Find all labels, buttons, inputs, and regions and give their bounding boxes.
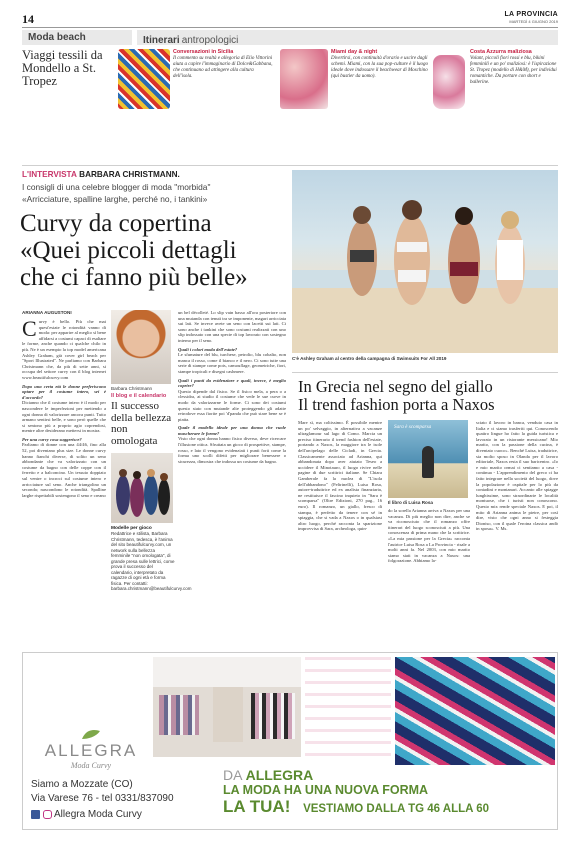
calendar-photo [111,453,173,523]
greece-headline-1: In Grecia nel segno del giallo [298,377,493,396]
interview-col2-text: un bel décolleté. Lo slip vain basso all'ora posteriore con una mutanda con tenuti tra se imponente, magari arricciata sui lati. Se invece avete un seno con lacetti sui lati. Ci sono anche i tankini che sono costumi realizzati con uno slip indossato con una specie di top lavorato con sostegno interno per il seno. [178,310,286,343]
interview-label: L'INTERVISTA [22,170,77,179]
teaser-costa-title: Costa Azzurra maliziosa [470,49,532,55]
ad-promo-line-1 [223,768,553,783]
swimsuit-campaign-photo [292,170,558,353]
teaser-image-miami [280,49,328,109]
interview-col2-q2: Quali i punti da evidenziare e quali, invece, è meglio coprire? [178,377,286,389]
big-photo-caption: C'è Ashley Graham al centro della campagna di Swimsuits For All 2019 [292,356,447,361]
ad-social-label: Allegra Moda Curvy [54,809,142,820]
teaser-miami-text: Divertirsi, con continuità d'orario e uscire dagli schemi. Miami, con la sua pop-culture è il luogo ideale dove indossare il beachwear di Moschino (qui bustier da uomo). [331,56,429,79]
teaser-sicilia-title: Conversazioni in Sicilia [173,49,234,55]
teaser-image-sicilia [118,49,170,109]
instagram-icon [43,810,52,819]
interview-kicker [22,170,180,179]
ad-promo-da: DA [223,767,242,783]
interview-col-1 [22,316,106,498]
interview-col2-a3: Visto che ogni donna hanno fisico diverso, deve ricercare l'illusione ottica. Sfruttata un gioco di prospettive, stampe, rosso, e lato il vengono evidenziati i punti forti come la forma uno scolli difetti per migliorare benessere o sicurezza, dimostra che indossa un costume da bagno. [178,436,286,464]
campaign-figures [292,170,558,353]
interview-deck-2: «Arricciature, spalline larghe, perché no, i tankini» [22,194,208,204]
portrait-caption: Barbara Christmann [111,386,153,391]
book-caption: Il libro di Luisa Rosa [388,500,433,505]
section-tag-itinerari-light: antropologici [181,35,239,46]
ad-promo-line-3 [223,797,553,819]
interview-col-2 [178,310,286,464]
section-tag-itinerari-bold: Itinerari [143,35,180,46]
section-tag-label: Moda beach [28,32,86,43]
ad-address-2: Via Varese 76 - tel 0331/837090 [31,793,174,804]
teaser-miami-title: Miami day & night [331,49,378,55]
ad-social [31,809,142,820]
book-cover-title: Sara è scomparsa [394,424,432,430]
sidebar-title: Il blog e il calendario [111,393,167,399]
interview-col2-q1: Quali i colori moda dell'estate? [178,346,238,352]
ad-promo-allegra: ALLEGRA [245,767,314,783]
greece-col1-text: Mare sì, ma coltissimo. È possibile mentre un po' selvaggio, in alternativa a vacanze ultraglamour sul lago di Como. Marcia un preciso itinerario il trend fashion dell'estate, portando a Naxos, la maggiore tra le isole dell'arcipelago delle Cicladi, in Grecia. Classicamente associato ad Arianna, qui abbandonata dopo aver aiutato Teseo a uccidere il Minotauro, il luogo rivive nelle pagine di due scrittrici italiane. Se Chiara Gamberale fa la nuclea di "L'isola dell'abbandono" (Feltrinelli), Luisa Rosa, autore-traduttrice ed ex analista finanziaria, ne restituisce il fascino inquieto in "Sara è scomparsa" (Oltre Edizioni, 270 pag., 16 euro). Il romanzo, un giallo, fresco di stampa, è perfetto da tenere con sé in spiaggia, che si vada a Naxos o in qualsiasi altro luogo, perché racconta la sparizione improvvisa di Sara, archeologa, quin- [298,420,382,532]
greece-col-1 [298,420,382,532]
ad-clothes-photo [305,657,391,765]
page-number: 14 [22,12,34,26]
interview-col2-a2: Questo dipende dal fisico. Se il fisico mela, a pera o a clessidra, ai studio il costume che vede le sue curve in modo da valorizzarne le forme. Ci sono dei costumi questo stato con mutande alte proteggendo gli adatte retrodove essa fiorite poi 'd'panda che può stare bene se è piatta. [178,388,286,422]
greece-headline-2: Il trend fashion porta a Naxos [298,395,495,414]
sidebar-headline: Il successo della bellezza non omologata [111,400,172,447]
greece-col-3 [476,420,558,532]
facebook-icon [31,810,40,819]
teaser-main-title: Viaggi tessili da Mondello a St. Tropez [22,48,103,88]
section-tag-itinerari [137,30,558,45]
ad-address-1: Siamo a Mozzate (CO) [31,779,133,790]
ad-promo [223,768,553,819]
ad-model-photo [395,657,555,765]
portrait-photo [111,310,171,384]
interview-q2: Per una curvy cosa suggerisce? [22,436,82,442]
teaser-item-miami [331,49,431,80]
headline-line-2: «Quei piccoli dettagli [20,237,237,264]
ad-logo [31,727,151,770]
ad-store-rack-2 [213,687,243,742]
teaser-costa-text: Volant, piccoli fiori rossi e blu, bikini femminili e un po' maliziosi: è l'ispirazione St. Tropez (modello di H&M), per individui romantiche. Da portare con short e ballerine. [470,56,557,85]
headline-line-1: Curvy da copertina [20,210,212,237]
greece-col3-text: sciato il lavoro in banca, venduto casa in Italia e ci siamo trasferiti qui. Conoscendo quattro lingue ho fatto la guida turistica e lavorato in un ristorante messicano! Mio marito, con la passione della cucina, è diventato cuoco». Benché Luisa, traduttrice, sia molto sposo in Olanda per il lavoro editoriale, Naxos resta il suo baricentro. «Io e mio marito ormai ci sentiamo a casa - continua - L'apprendimento del greco ci ha fatto integrare nella società del luogo, dove la popolazione è ospitale per lo più da contadini e montanari. Accanto alle spiagge lunghissime, sono straordinarie le località montuose, che i turisti non conoscono. Questo mix rende speciale Naxos. E poi, il mito di Arianna anima le pietre, per così dire, visto che ogni anno si festeggia Dioniso, con il quale l'eroina classica andò in sposa». V. Ms. [476,420,558,532]
sidebar-caption-title: Modelle per gioco [111,526,152,531]
teaser-sicilia-text: Il commento su realtà e allegoria di Elio Vittorini aiuta a capire l'immaginario di Dolce&Gabbana, che continuano ad attingere alla cultura dell'isola. [173,56,273,79]
interview-deck-1: I consigli di una celebre blogger di moda "morbida" [22,182,211,192]
newspaper-name: LA PROVINCIA [504,11,558,18]
ad-brand-sub: Moda Curvy [70,761,112,770]
book-cover-figure [422,446,434,478]
ad-store-photo [153,657,301,757]
interview-col2-q3: Quale il modello ideale per una donna che vuole mascherare le forme? [178,425,286,436]
interview-a2: Parliamo di donne con una 44/46, fino alla 52, poi diventano plus size. Le donne curvy hanno fianchi diverse, di solito un seno abbondante che va valorizzato con un costume da bagno con delle coppe con il ferretto e a balconcino. Un tessuto doppiato sul ventre o incroci sul costume intero e arricciature sul seno. Anche triangolino un seconda; nascondono le rotondità. Spalline larghe rispettabili sostengono il seno e creano [22,442,106,498]
ad-promo-la-tua: LA TUA! [223,797,291,816]
ad-promo-line-2: LA MODA HA UNA NUOVA FORMA [223,783,429,797]
allegra-advertisement [22,652,558,830]
greece-col2-text: do la sorella Arianna arriva a Naxos per una vacanza. Di più meglio non dire, anche se va riconosciuto che il romanzo offre itinerari del luogo sconosciuti a più. Una conoscenza di prima mano che la scrittrice. «La mia passione per la Grecia» racconta l'autrice Luisa Rosa a La Provincia - risale a molti anni fa. Nel 2003, con mio marito siamo stati in vacanza a Naxos: una folgorazione. Abbiamo la- [388,508,470,564]
interview-col2-a1: Le sfumature del blu, turchese, petrolio, blu cobalto, non manca il rosso, come il bianco e il nero. Ci sono tutte una serie di stampe come pois, camouflage, geometriche, fiori, stampe tropicali e disegni cashmere. [178,352,286,374]
teaser-image-costa-azzurra [433,55,465,109]
byline: ARIANNA AUGUSTONI [22,310,72,315]
calendar-models [111,453,173,523]
ad-store-rack-1 [159,695,199,735]
section-tag-moda-beach [22,30,132,45]
teaser-item-costa-azzurra [470,49,558,86]
interview-name: BARBARA CHRISTMANN. [79,170,180,179]
dropcap: C [22,316,37,341]
header-rule [22,27,558,28]
interview-q1: Dopo una certa età le donne preferiscono optare per il costume intero, sei è d'accordo? [22,383,106,400]
ad-brand: ALLEGRA [44,741,138,760]
teaser-rule [22,165,558,166]
headline-line-3: che ci fanno più belle» [20,264,248,291]
issue-date: MARTEDÌ 4 GIUGNO 2019 [509,19,558,24]
greece-headline [298,378,558,414]
ad-leaf-icon [80,727,102,741]
ad-promo-sizes: VESTIAMO DALLA TG 46 ALLA 60 [303,803,490,815]
greece-col-2 [388,508,470,564]
ad-store-rack-3 [251,693,295,739]
greece-rule [292,372,558,373]
interview-a1: Dicianno che il costume intero è il modo per nascondere le imperfezioni per mettendo a ogni donna di valorizzare ancora punti. Tutto armano sentirsi belle, e sono però quelle che si sentono più a proprio agio coprendosi, mentre altre desiderano mettersi in mostra. [22,400,106,434]
teaser-item-sicilia [173,49,273,80]
book-cover [388,420,468,498]
interview-col1-intro: urvy è bello. Più che mai quest'estate le rotondità vanno di moda: per apparire al meglio sì bene affidarsi a costumi capaci di esaltare le forme, anche quando ci qualche chilo in più. Ne è un esempio la top model americana Ashley Graham, già cover girl beach per "Sport Illustrated". Ne parliamo con Barbara Christmann che, da più di sette anni, si occupa del settore curvy con il blog internet www.beautifulcurvy.com [22,319,106,380]
sidebar-caption-text: Redattrice e stilista, Barbara Christmann, tedesca, è l'anima del sito beautifulcurvy.com, un network sulla bellezza femminile "non omologata", di grande presa sulle lettrici, come prova il successo del calendario, interpretato da ragazze di ogni età e forma fisica. Per contatti: barbara.christmann@beautifulcurvy.com [111,531,192,591]
interview-headline [20,210,300,291]
sidebar-caption [111,526,192,592]
